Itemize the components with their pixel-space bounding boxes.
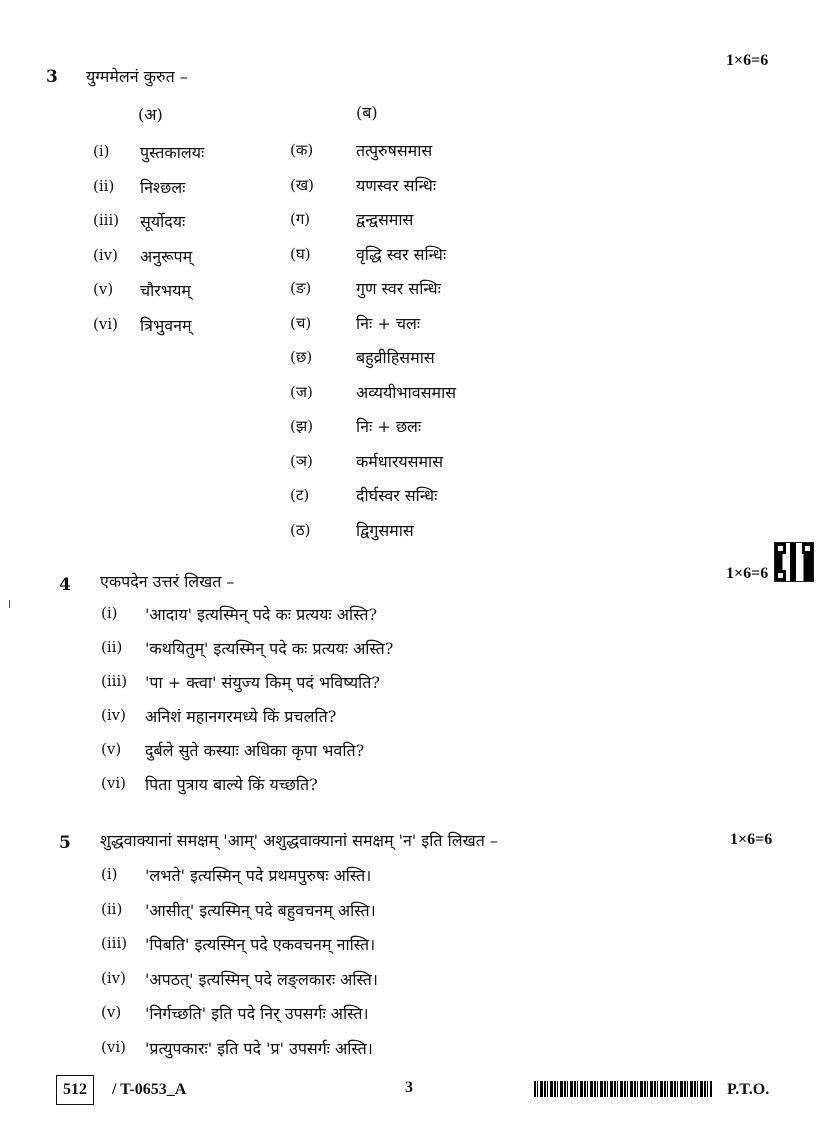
- column-b-item-text: द्वन्द्वसमास: [356, 210, 414, 229]
- column-b-item-number: (झ): [290, 417, 314, 435]
- question-3-marks: 1×6=6: [726, 52, 769, 69]
- question-4-item-number: (ii): [101, 638, 123, 656]
- column-b-item-number: (क): [290, 141, 314, 159]
- question-4-item-number: (i): [101, 604, 118, 622]
- question-5-item-number: (iii): [101, 934, 128, 952]
- question-5-item-text: 'पिबति' इत्यस्मिन् पदे एकवचनम् नास्ति।: [145, 935, 376, 954]
- column-a-item-text: त्रिभुवनम्: [140, 315, 192, 335]
- column-a-item-number: (i): [93, 142, 110, 160]
- question-5-instruction: शुद्धवाक्यानां समक्षम् 'आम्' अशुद्धवाक्यानां समक्षम् 'न' इति लिखत –: [100, 831, 498, 850]
- question-5-item-number: (ii): [101, 899, 123, 918]
- column-b-item-text: निः + चलः: [356, 313, 421, 333]
- paper-code: / T-0653_A: [112, 1081, 187, 1098]
- column-b-item-number: (ख): [290, 175, 314, 194]
- question-4-number: 4: [59, 575, 71, 595]
- question-4-item-text: 'पा + क्त्वा' संयुज्य किम् पदं भविष्यति?: [145, 673, 381, 692]
- column-b-item-text: कर्मधारयसमास: [356, 451, 444, 471]
- question-5-item-number: (i): [101, 865, 118, 883]
- question-5-item-text: 'निर्गच्छति' इति पदे निर् उपसर्गः अस्ति।: [145, 1004, 369, 1023]
- question-4-marks: 1×6=6: [726, 565, 769, 582]
- question-4-item-number: (v): [101, 740, 122, 758]
- question-4-item-text: अनिशं महानगरमध्ये किं प्रचलति?: [145, 707, 337, 726]
- question-3-instruction: युग्ममेलनं कुरुत –: [86, 67, 188, 86]
- column-b-item-text: तत्पुरुषसमास: [356, 141, 433, 160]
- column-b-item-number: (ट): [290, 486, 310, 504]
- question-5-item-text: 'अपठत्' इत्यस्मिन् पदे लङ्लकारः अस्ति।: [145, 969, 378, 989]
- column-a-item-text: अनुरूपम्: [140, 246, 193, 266]
- column-a-item-number: (iv): [93, 245, 118, 264]
- question-5-number: 5: [59, 833, 71, 853]
- column-b-item-number: (ज): [290, 382, 313, 401]
- column-b-item-number: (ठ): [290, 520, 311, 539]
- question-4-instruction: एकपदेन उत्तरं लिखत –: [100, 572, 235, 591]
- column-a-item-number: (ii): [93, 176, 115, 195]
- column-b-item-text: अव्ययीभावसमास: [356, 382, 457, 402]
- column-a-item-number: (vi): [93, 314, 118, 333]
- column-b-item-number: (ग): [290, 210, 311, 228]
- code-number-box: 512: [56, 1075, 94, 1105]
- column-a-item-number: (v): [93, 280, 114, 298]
- column-b-item-text: दीर्घस्वर सन्धिः: [356, 486, 438, 505]
- column-b-item-text: वृद्धि स्वर सन्धिः: [356, 244, 447, 264]
- question-4-item-number: (vi): [101, 774, 126, 792]
- column-b-item-text: निः + छलः: [356, 417, 422, 436]
- question-4-item-number: (iii): [101, 672, 128, 690]
- question-4-item-number: (iv): [101, 706, 126, 724]
- qr-code: [775, 543, 813, 581]
- barcode: [534, 1081, 712, 1097]
- question-4-item-text: 'कथयितुम्' इत्यस्मिन् पदे कः प्रत्ययः अस्ति?: [145, 639, 394, 658]
- question-5-item-number: (iv): [101, 968, 126, 987]
- column-b-item-number: (छ): [290, 348, 313, 366]
- column-b-item-number: (घ): [290, 244, 311, 263]
- column-b-item-number: (ञ): [290, 451, 313, 470]
- question-4-item-text: 'आदाय' इत्यस्मिन् पदे कः प्रत्ययः अस्ति?: [145, 605, 378, 624]
- column-a-item-number: (iii): [93, 211, 120, 229]
- column-b-item-number: (ङ): [290, 279, 312, 297]
- question-5-item-number: (v): [101, 1003, 122, 1021]
- column-b-item-text: यणस्वर सन्धिः: [356, 175, 437, 195]
- question-5-item-text: 'प्रत्युपकारः' इति पदे 'प्र' उपसर्गः अस्ति।: [145, 1038, 373, 1058]
- question-5-item-text: 'लभते' इत्यस्मिन् पदे प्रथमपुरुषः अस्ति।: [145, 866, 372, 885]
- question-5-item-text: 'आसीत्' इत्यस्मिन् पदे बहुवचनम् अस्ति।: [145, 900, 376, 920]
- question-4-item-text: पिता पुत्राय बाल्ये किं यच्छति?: [145, 775, 318, 794]
- column-b-header: (ब): [356, 103, 378, 122]
- column-a-header: (अ): [138, 105, 163, 124]
- column-a-item-text: पुस्तकालयः: [140, 143, 205, 162]
- question-5-item-number: (vi): [101, 1037, 126, 1056]
- pto-label: P.T.O.: [727, 1081, 770, 1098]
- page-number: 3: [405, 1079, 413, 1096]
- column-a-item-text: सूर्योदयः: [140, 212, 186, 231]
- column-a-item-text: चौरभयम्: [140, 281, 191, 300]
- question-4-item-text: दुर्बले सुते कस्याः अधिका कृपा भवति?: [145, 741, 365, 760]
- column-b-item-number: (च): [290, 313, 312, 332]
- column-b-item-text: द्विगुसमास: [356, 520, 414, 540]
- question-3-number: 3: [46, 67, 58, 87]
- edge-mark: [9, 600, 10, 608]
- question-5-marks: 1×6=6: [730, 831, 773, 848]
- column-a-item-text: निश्छलः: [140, 177, 186, 197]
- column-b-item-text: बहुव्रीहिसमास: [356, 348, 435, 367]
- column-b-item-text: गुण स्वर सन्धिः: [356, 279, 441, 298]
